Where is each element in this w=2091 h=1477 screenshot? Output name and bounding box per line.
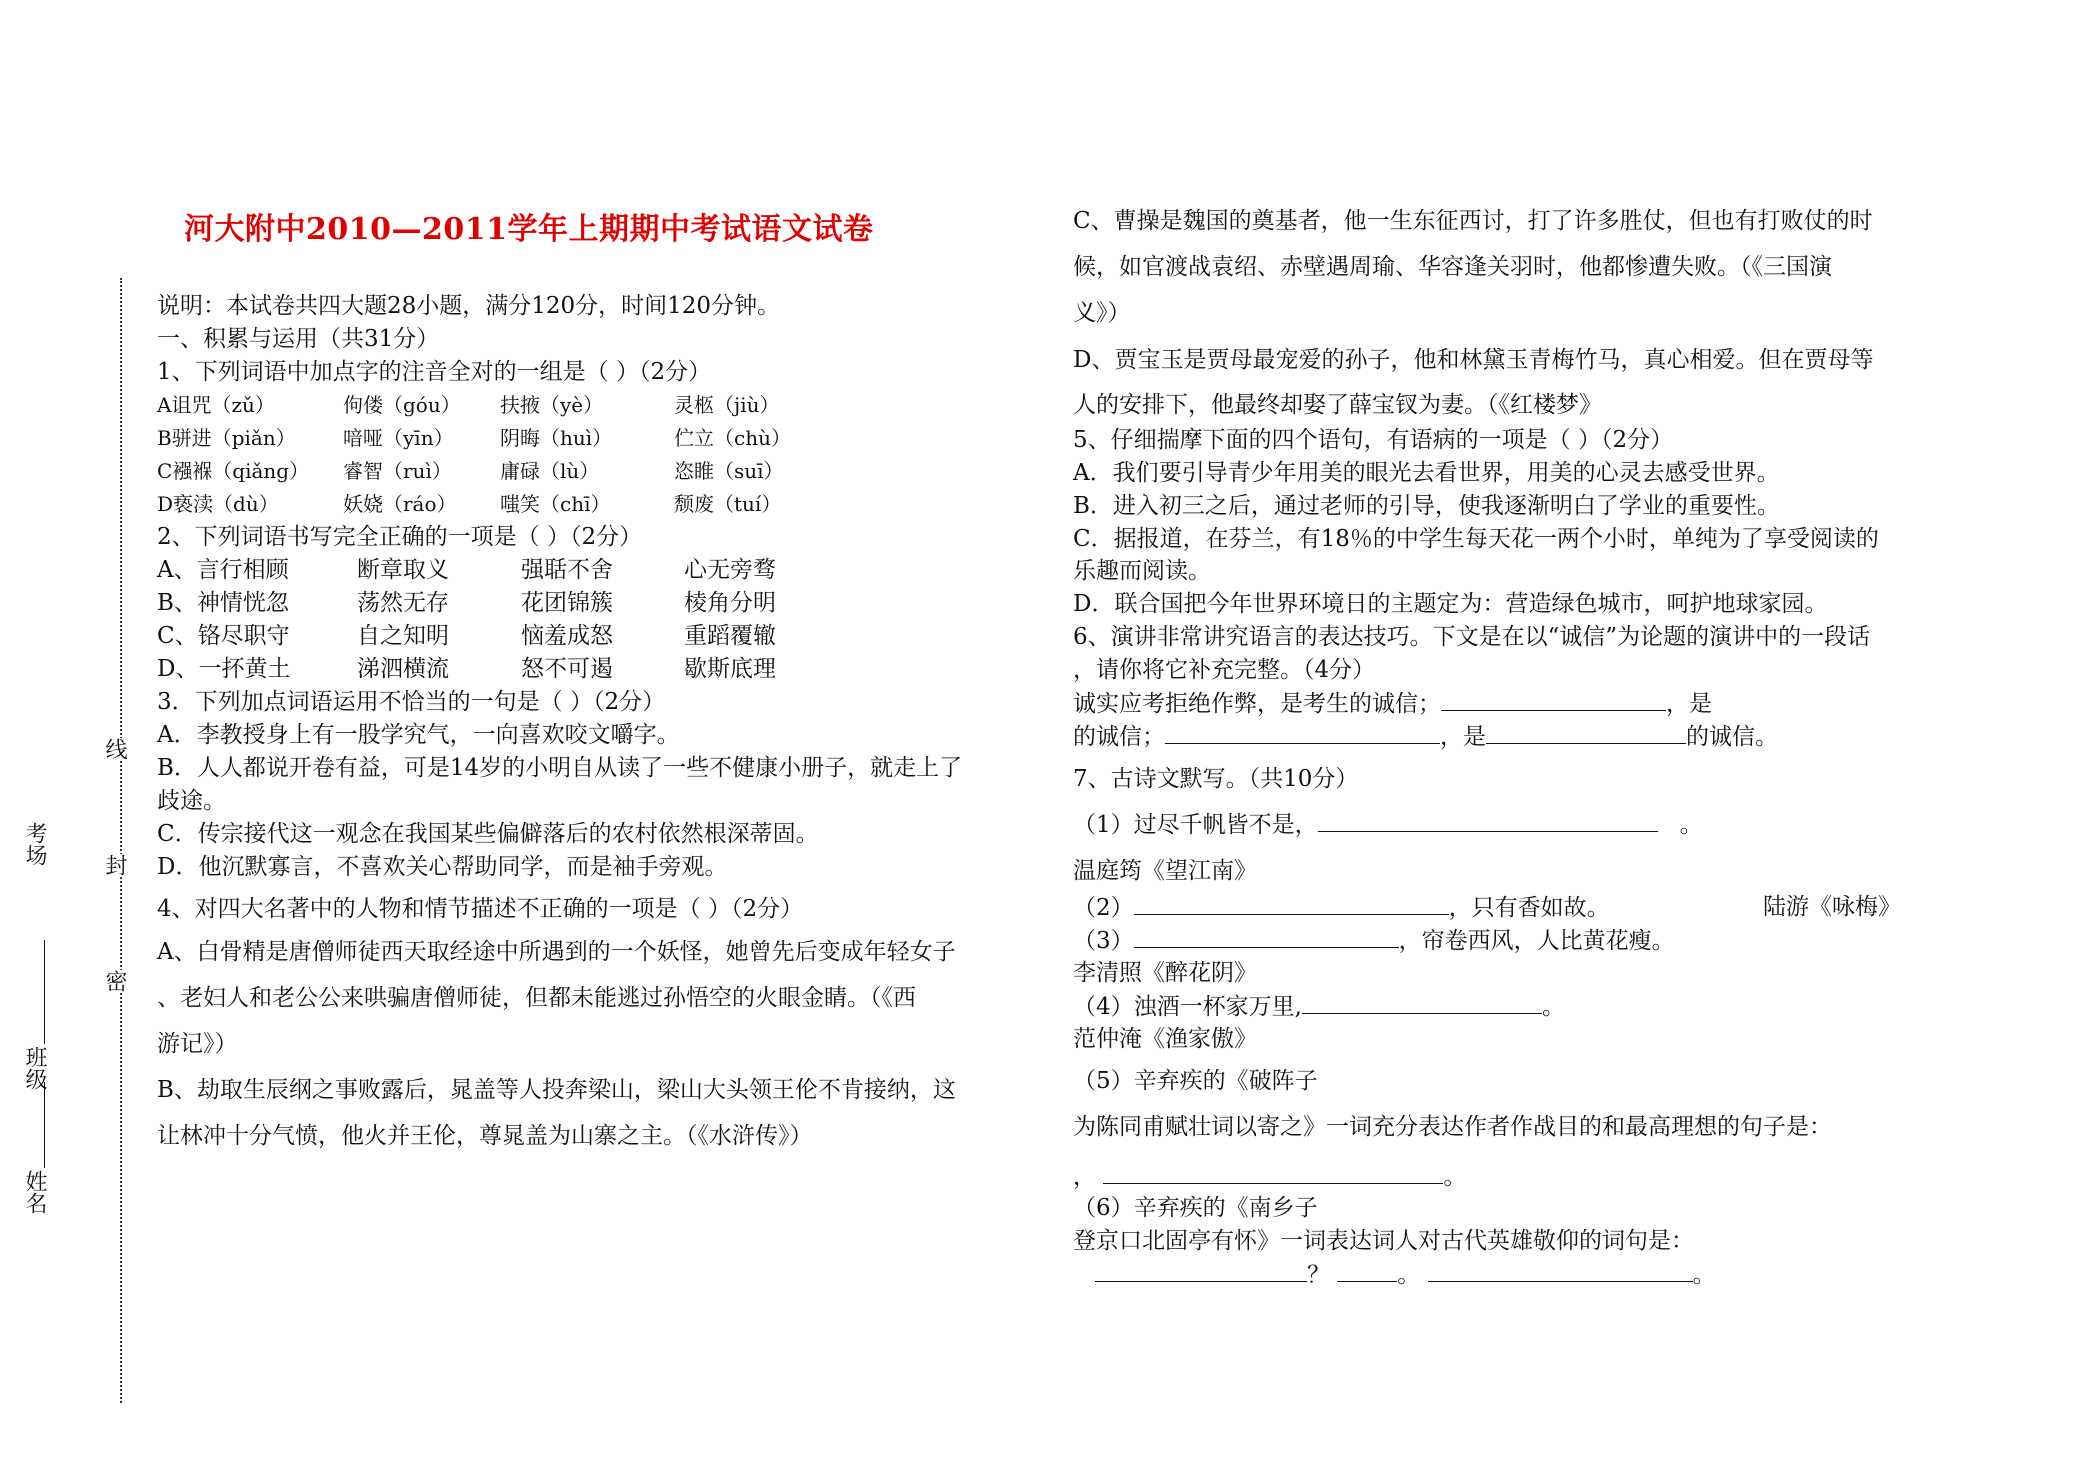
q7-item-3 xyxy=(1073,925,1675,956)
seal-fold-char: 封 xyxy=(102,854,127,876)
class-fill-line[interactable] xyxy=(44,940,45,1044)
q7-answer-blank[interactable] xyxy=(1095,1259,1307,1282)
q7-text: ，只有香如故。 xyxy=(1448,895,1610,921)
q7-answer-blank[interactable] xyxy=(1302,991,1542,1014)
q7-answer-blank[interactable] xyxy=(1318,809,1658,832)
q2-option[interactable]: B、神情恍忽 xyxy=(157,590,289,616)
q4-option-a-cont: 、老妇人和老公公来哄骗唐僧师徒，但都未能逃过孙悟空的火眼金睛。（《西 xyxy=(157,985,916,1011)
q7-text: （3） xyxy=(1073,928,1134,954)
q1-option[interactable]: B骈进（piǎn） xyxy=(157,426,296,450)
q7-text: ，帘卷西风，人比黄花瘦。 xyxy=(1398,928,1675,954)
q6-answer-blank[interactable] xyxy=(1441,688,1666,711)
q4-option-b-cont: 让林冲十分气愤，他火并王伦，尊晁盖为山寨之主。（《水浒传》） xyxy=(157,1123,813,1149)
q2-option[interactable]: D、一抔黄土 xyxy=(157,656,291,682)
q5-option-c[interactable]: C．据报道，在芬兰，有18％的中学生每天花一两个小时，单纯为了享受阅读的 xyxy=(1073,526,1879,552)
q7-item-4 xyxy=(1073,991,1565,1022)
q7-item-6: （6）辛弃疾的《南乡子 xyxy=(1073,1195,1318,1221)
q6-text: ，是 xyxy=(1440,724,1486,750)
q5-option-d[interactable]: D．联合国把今年世界环境日的主题定为：营造绿色城市，呵护地球家园。 xyxy=(1073,591,1828,617)
q3-option-b-cont: 歧途。 xyxy=(157,788,226,814)
q7-answer-blank[interactable] xyxy=(1337,1259,1397,1282)
q4-option-d[interactable]: D、贾宝玉是贾母最宠爱的孙子，他和林黛玉青梅竹马，真心相爱。但在贾母等 xyxy=(1073,347,1874,373)
q2-word: 恼羞成怒 xyxy=(521,623,613,649)
q6-stem: 6、演讲非常讲究语言的表达技巧。下文是在以“诚信”为论题的演讲中的一段话 xyxy=(1073,624,1871,650)
q7-text: （2） xyxy=(1073,895,1134,921)
exam-title: 河大附中2010—2011学年上期期中考试语文试卷 xyxy=(184,212,874,247)
q1-word: 扶掖（yè） xyxy=(500,393,604,417)
q7-source-2: 陆游《咏梅》 xyxy=(1763,894,1901,920)
q3-stem: 3．下列加点词语运用不恰当的一句是（ ）（2分） xyxy=(157,689,666,715)
seal-line-char: 线 xyxy=(102,738,127,760)
q5-option-a[interactable]: A．我们要引导青少年用美的眼光去看世界，用美的心灵去感受世界。 xyxy=(1073,460,1780,486)
q7-stem: 7、古诗文默写。（共10分） xyxy=(1073,766,1359,792)
q5-option-b[interactable]: B．进入初三之后，通过老师的引导，使我逐渐明白了学业的重要性。 xyxy=(1073,493,1780,519)
q1-word: 喑哑（yīn） xyxy=(343,426,454,450)
q2-word: 荡然无存 xyxy=(357,590,449,616)
q1-word: 睿智（ruì） xyxy=(343,459,452,483)
q2-word: 怒不可遏 xyxy=(521,656,613,682)
q2-word: 花团锦簇 xyxy=(521,590,613,616)
q7-answer-blank[interactable] xyxy=(1134,892,1449,915)
q2-word: 歇斯底理 xyxy=(684,656,776,682)
q4-option-a-cont: 游记》） xyxy=(157,1031,238,1057)
q5-option-c-cont: 乐趣而阅读。 xyxy=(1073,558,1211,584)
q7-text: 。 xyxy=(1679,812,1703,838)
q1-option[interactable]: C襁褓（qiǎng） xyxy=(157,459,310,483)
q7-answer-blank[interactable] xyxy=(1428,1259,1693,1282)
q1-word: 恣睢（suī） xyxy=(674,459,784,483)
q2-word: 重蹈覆辙 xyxy=(684,623,776,649)
q7-text: 。 xyxy=(1541,994,1565,1020)
q2-word: 心无旁骛 xyxy=(684,557,776,583)
q6-text: 的诚信。 xyxy=(1686,724,1778,750)
q1-option[interactable]: D亵渎（dù） xyxy=(157,492,279,516)
q7-item-6-cont: 登京口北固亭有怀》一词表达词人对古代英雄敬仰的词句是： xyxy=(1073,1228,1694,1254)
q1-word: 灵柩（jiù） xyxy=(674,393,780,417)
q6-answer-blank[interactable] xyxy=(1165,721,1440,744)
q2-option[interactable]: A、言行相顾 xyxy=(157,557,289,583)
q2-word: 自之知明 xyxy=(357,623,449,649)
q3-option-a[interactable]: A．李教授身上有一股学究气，一向喜欢咬文嚼字。 xyxy=(157,722,680,748)
q5-stem: 5、仔细揣摩下面的四个语句，有语病的一项是（ ）（2分） xyxy=(1073,427,1674,453)
q7-answer-blank[interactable] xyxy=(1103,1161,1443,1184)
exam-room-label: 考场 xyxy=(22,822,47,866)
q6-line-2 xyxy=(1073,721,1778,752)
q1-word: 妖娆（ráo） xyxy=(343,492,457,516)
q4-option-c-cont: 候，如官渡战袁绍、赤壁遇周瑜、华容逢关羽时，他都惨遭失败。（《三国演 xyxy=(1073,254,1832,280)
q7-item-2 xyxy=(1073,892,1610,923)
q2-word: 强聒不舍 xyxy=(521,557,613,583)
q4-option-c-cont: 义》） xyxy=(1073,300,1131,326)
q6-stem-cont: ，请你将它补充完整。（4分） xyxy=(1073,657,1376,683)
q2-option[interactable]: C、铬尽职守 xyxy=(157,623,290,649)
q7-item-5: （5）辛弃疾的《破阵子 xyxy=(1073,1068,1318,1094)
q4-option-c[interactable]: C、曹操是魏国的奠基者，他一生东征西讨，打了许多胜仗，但也有打败仗的时 xyxy=(1073,208,1873,234)
q6-line-1 xyxy=(1073,688,1712,719)
q6-answer-blank[interactable] xyxy=(1486,721,1686,744)
q7-text: ， xyxy=(1073,1164,1096,1190)
q7-item-1 xyxy=(1073,809,1703,840)
section-1-heading: 一、积累与运用（共31分） xyxy=(157,326,440,352)
q7-source-1: 温庭筠《望江南》 xyxy=(1073,858,1257,884)
q7-text: 。 xyxy=(1692,1262,1716,1288)
binding-dotted-line xyxy=(120,278,122,1403)
q6-text: 诚实应考拒绝作弊，是考生的诚信； xyxy=(1073,691,1441,717)
q6-text: ，是 xyxy=(1666,691,1712,717)
q7-text: 。 xyxy=(1443,1164,1467,1190)
instructions: 说明：本试卷共四大题28小题，满分120分，时间120分钟。 xyxy=(157,293,781,319)
q1-word: 庸碌（lù） xyxy=(500,459,600,483)
q7-item-5-cont: 为陈同甫赋壮词以寄之》一词充分表达作者作战目的和最高理想的句子是： xyxy=(1073,1114,1832,1140)
q7-text: （4）浊酒一杯家万里, xyxy=(1073,994,1302,1020)
seal-close-char: 密 xyxy=(102,970,127,992)
q2-word: 断章取义 xyxy=(357,557,449,583)
q4-stem: 4、对四大名著中的人物和情节描述不正确的一项是（ ）（2分） xyxy=(157,896,804,922)
q3-option-c[interactable]: C．传宗接代这一观念在我国某些偏僻落后的农村依然根深蒂固。 xyxy=(157,821,819,847)
q7-answer-blank[interactable] xyxy=(1134,925,1399,948)
q7-item-5-answer xyxy=(1073,1161,1466,1192)
q2-word: 涕泗横流 xyxy=(357,656,449,682)
name-label: 姓名 xyxy=(22,1170,47,1214)
class-label: 班级 xyxy=(22,1046,47,1090)
q1-stem: 1、下列词语中加点字的注音全对的一组是（ ）（2分） xyxy=(157,359,712,385)
q7-text: ？ xyxy=(1306,1262,1330,1288)
q2-word: 棱角分明 xyxy=(684,590,776,616)
q1-word: 嗤笑（chī） xyxy=(500,492,611,516)
q4-option-a[interactable]: A、白骨精是唐僧师徒西天取经途中所遇到的一个妖怪，她曾先后变成年轻女子 xyxy=(157,939,956,965)
q1-option[interactable]: A诅咒（zǔ） xyxy=(157,393,275,417)
q7-text: 。 xyxy=(1397,1262,1421,1288)
q7-source-4: 范仲淹《渔家傲》 xyxy=(1073,1026,1257,1052)
q7-text: （1）过尽千帆皆不是， xyxy=(1073,812,1318,838)
q4-option-d-cont: 人的安排下，他最终却娶了薛宝钗为妻。（《红楼梦》 xyxy=(1073,392,1602,418)
q7-item-6-answer xyxy=(1073,1259,1716,1290)
q1-word: 颓废（tuí） xyxy=(674,492,782,516)
q7-source-3: 李清照《醉花阴》 xyxy=(1073,960,1257,986)
q1-word: 阴晦（huì） xyxy=(500,426,613,450)
q1-word: 佝偻（góu） xyxy=(343,393,461,417)
q3-option-d[interactable]: D．他沉默寡言，不喜欢关心帮助同学，而是袖手旁观。 xyxy=(157,854,728,880)
q6-text: 的诚信； xyxy=(1073,724,1165,750)
q1-word: 伫立（chù） xyxy=(674,426,791,450)
name-fill-line[interactable] xyxy=(44,1082,45,1168)
q4-option-b[interactable]: B、劫取生辰纲之事败露后，晁盖等人投奔梁山，梁山大头领王伦不肯接纳，这 xyxy=(157,1077,956,1103)
q3-option-b[interactable]: B．人人都说开卷有益，可是14岁的小明自从读了一些不健康小册子，就走上了 xyxy=(157,755,963,781)
q2-stem: 2、下列词语书写完全正确的一项是（ ）（2分） xyxy=(157,524,643,550)
